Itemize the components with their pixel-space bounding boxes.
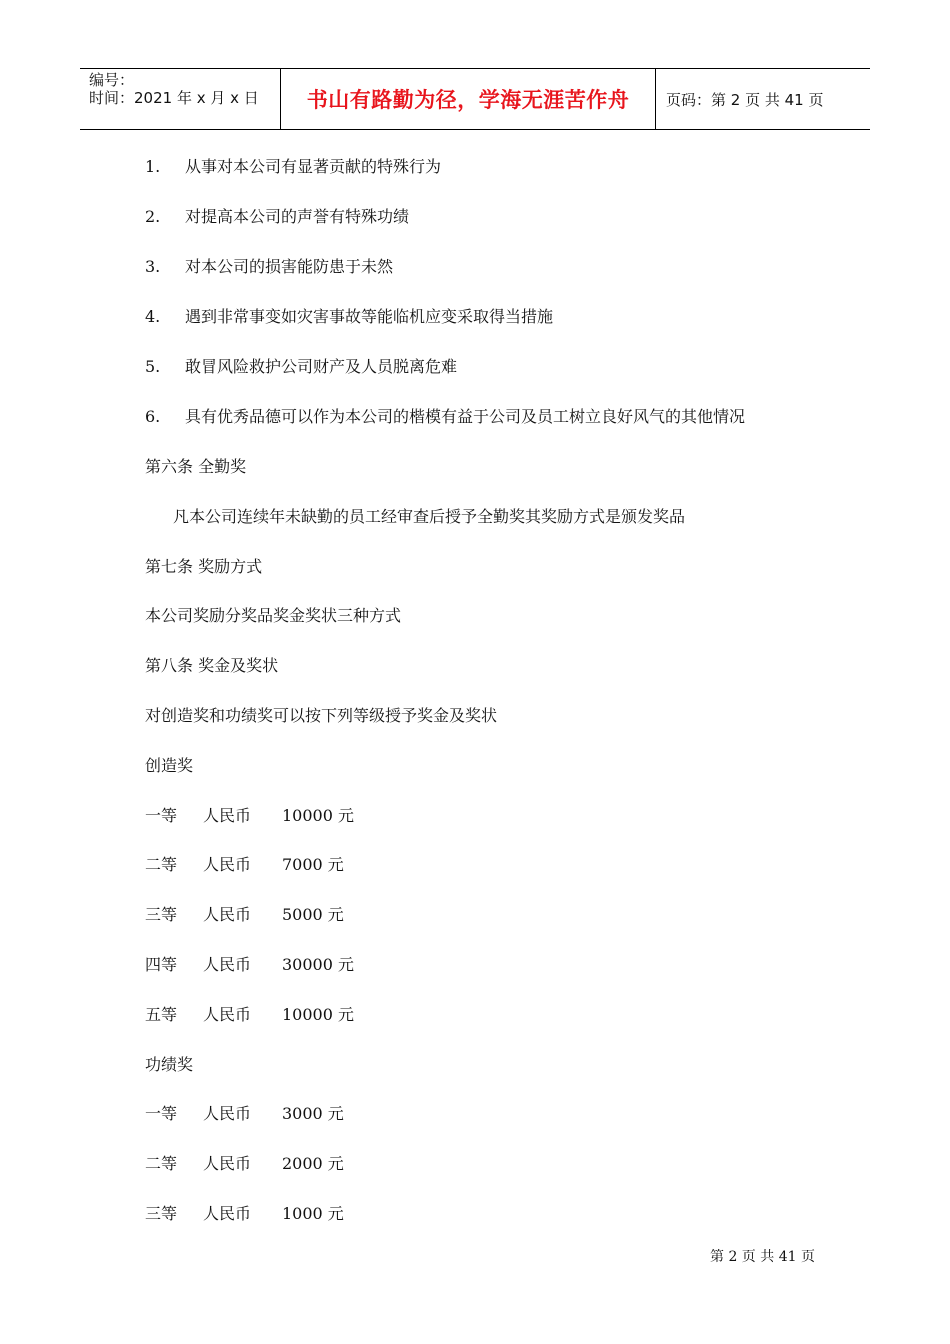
creation-award-title: 创造奖 [145,756,194,775]
list-item [145,257,393,277]
award-grade: 五等 [145,1005,178,1024]
award-amount: 30000 元 [282,955,354,974]
award-currency: 人民币 [203,905,252,924]
award-row [145,1204,344,1224]
article8-title: 第八条 奖金及奖状 [145,656,279,675]
award-grade: 一等 [145,1104,178,1123]
list-item [145,357,457,377]
award-row [145,1154,344,1174]
list-item-number: 4. [145,307,161,326]
award-row [145,806,354,826]
header-page-label: 页码：第 2 页 共 41 页 [666,90,824,109]
award-row [145,905,344,925]
award-row [145,1104,344,1124]
list-item-text: 对提高本公司的声誉有特殊功绩 [185,207,410,226]
article8-body: 对创造奖和功绩奖可以按下列等级授予奖金及奖状 [145,706,498,725]
award-grade: 三等 [145,1204,178,1223]
award-grade: 四等 [145,955,178,974]
award-grade: 二等 [145,855,178,874]
award-currency: 人民币 [203,855,252,874]
list-item [145,307,553,327]
award-currency: 人民币 [203,1204,252,1223]
award-currency: 人民币 [203,1005,252,1024]
list-item [145,407,745,427]
merit-award-title: 功绩奖 [145,1055,194,1074]
award-grade: 三等 [145,905,178,924]
award-amount: 10000 元 [282,806,354,825]
award-grade: 一等 [145,806,178,825]
header-meta [80,69,281,129]
award-row [145,1005,354,1025]
list-item-number: 1. [145,157,161,176]
header-motto: 书山有路勤为径，学海无涯苦作舟 [281,69,656,129]
article7-title: 第七条 奖励方式 [145,557,263,576]
award-currency: 人民币 [203,1154,252,1173]
award-amount: 7000 元 [282,855,344,874]
article7-body: 本公司奖励分奖品奖金奖状三种方式 [145,606,402,625]
list-item-number: 3. [145,257,161,276]
award-currency: 人民币 [203,806,252,825]
list-item-text: 遇到非常事变如灾害事故等能临机应变采取得当措施 [185,307,554,326]
list-item-text: 具有优秀品德可以作为本公司的楷模有益于公司及员工树立良好风气的其他情况 [185,407,746,426]
page-footer: 第 2 页 共 41 页 [710,1249,815,1265]
award-row [145,955,354,975]
award-amount: 2000 元 [282,1154,344,1173]
list-item-number: 5. [145,357,161,376]
list-item-number: 6. [145,407,161,426]
list-item-text: 对本公司的损害能防患于未然 [185,257,394,276]
award-grade: 二等 [145,1154,178,1173]
award-amount: 3000 元 [282,1104,344,1123]
serial-label: 编号： [89,71,135,89]
award-amount: 10000 元 [282,1005,354,1024]
list-item-text: 从事对本公司有显著贡献的特殊行为 [185,157,442,176]
list-item [145,157,441,177]
award-amount: 1000 元 [282,1204,344,1223]
page-header [80,68,870,130]
time-label: 时间：2021 年 x 月 x 日 [89,89,259,107]
list-item-number: 2. [145,207,161,226]
award-currency: 人民币 [203,1104,252,1123]
list-item-text: 敢冒风险救护公司财产及人员脱离危难 [185,357,458,376]
award-amount: 5000 元 [282,905,344,924]
award-currency: 人民币 [203,955,252,974]
list-item [145,207,409,227]
award-row [145,855,344,875]
article6-body: 凡本公司连续年未缺勤的员工经审查后授予全勤奖其奖励方式是颁发奖品 [173,507,686,526]
article6-title: 第六条 全勤奖 [145,457,247,476]
